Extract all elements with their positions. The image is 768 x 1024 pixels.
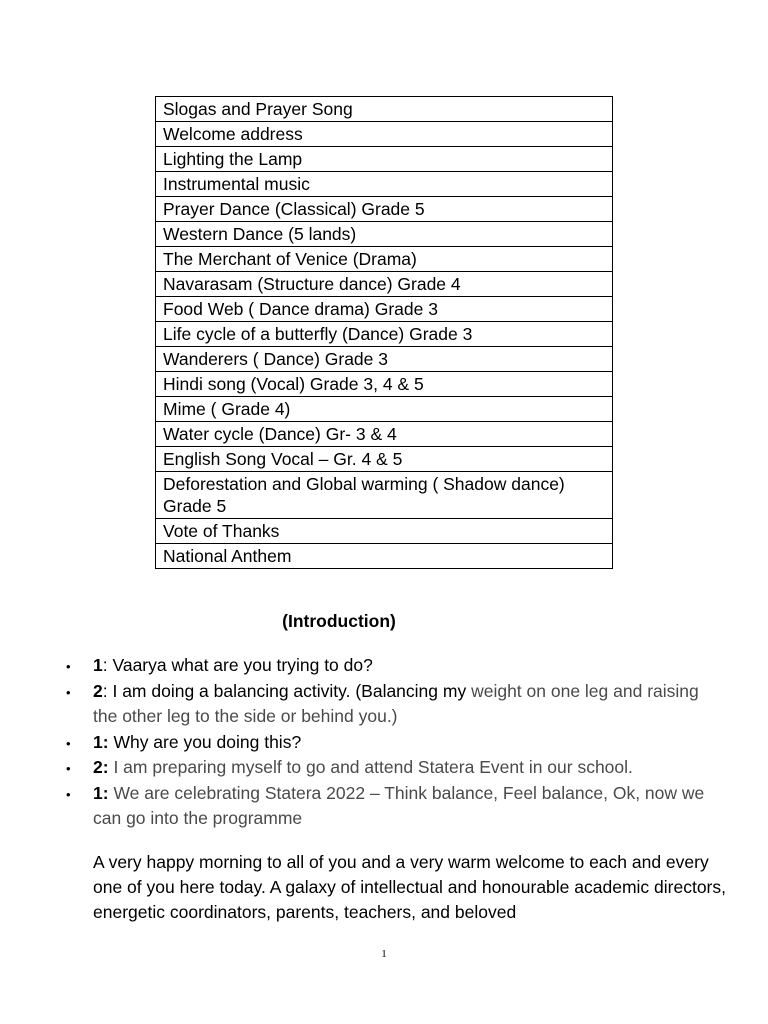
program-item: Hindi song (Vocal) Grade 3, 4 & 5	[156, 372, 613, 397]
program-row	[156, 247, 613, 272]
program-row	[156, 97, 613, 122]
program-item: Food Web ( Dance drama) Grade 3	[156, 297, 613, 322]
program-item: National Anthem	[156, 544, 613, 569]
program-row	[156, 472, 613, 519]
program-item: Vote of Thanks	[156, 519, 613, 544]
program-row	[156, 147, 613, 172]
program-item: Prayer Dance (Classical) Grade 5	[156, 197, 613, 222]
program-row	[156, 347, 613, 372]
page-number: 1	[381, 948, 387, 960]
program-row	[156, 172, 613, 197]
program-row	[156, 372, 613, 397]
program-item: Welcome address	[156, 122, 613, 147]
dialogue-text-grey: weight on one leg and raising the other leg to the side or behind you.)	[93, 680, 699, 726]
dialogue-line	[62, 730, 722, 756]
program-item: Life cycle of a butterfly (Dance) Grade 3	[156, 322, 613, 347]
program-row	[156, 544, 613, 569]
dialogue-text: I am doing a balancing activity. (Balancing my	[112, 680, 472, 701]
program-row	[156, 447, 613, 472]
program-item: Mime ( Grade 4)	[156, 397, 613, 422]
program-item: Slogas and Prayer Song	[156, 97, 613, 122]
program-row	[156, 197, 613, 222]
program-item: Instrumental music	[156, 172, 613, 197]
program-item: Western Dance (5 lands)	[156, 222, 613, 247]
program-row	[156, 122, 613, 147]
program-row	[156, 222, 613, 247]
introduction-heading: (Introduction)	[282, 611, 396, 631]
program-item: Water cycle (Dance) Gr- 3 & 4	[156, 422, 613, 447]
program-item: English Song Vocal – Gr. 4 & 5	[156, 447, 613, 472]
program-item: Lighting the Lamp	[156, 147, 613, 172]
speaker-label: 2	[93, 680, 103, 701]
program-row	[156, 322, 613, 347]
program-row	[156, 422, 613, 447]
program-item: Deforestation and Global warming ( Shadow dance) Grade 5	[156, 472, 613, 519]
dialogue-text-grey: We are celebrating Statera 2022 – Think balance, Feel balance, Ok, now we can go into the programme	[93, 782, 705, 828]
program-item: Wanderers ( Dance) Grade 3	[156, 347, 613, 372]
program-row	[156, 297, 613, 322]
dialogue-text: Why are you doing this?	[113, 731, 302, 752]
dialogue-line	[62, 781, 722, 832]
speaker-separator: :	[102, 655, 113, 675]
speaker-label: 1:	[93, 731, 109, 752]
program-row	[156, 519, 613, 544]
program-table	[155, 96, 613, 569]
dialogue-line	[62, 755, 722, 781]
program-row	[156, 397, 613, 422]
dialogue-line	[62, 653, 722, 679]
speaker-label: 2:	[93, 757, 109, 777]
speaker-label: 1	[93, 655, 103, 675]
dialogue-list	[62, 653, 722, 832]
dialogue-text-grey: I am preparing myself to go and attend Statera Event in our school.	[113, 757, 633, 777]
program-row	[156, 272, 613, 297]
program-item: The Merchant of Venice (Drama)	[156, 247, 613, 272]
speaker-label: 1:	[93, 782, 109, 803]
welcome-paragraph: A very happy morning to all of you and a very warm welcome to each and every one of you here today. A galaxy of intellectual and honourable academic directors, energetic coordinators, parents, teachers, and beloved	[93, 852, 726, 922]
program-item: Navarasam (Structure dance) Grade 4	[156, 272, 613, 297]
dialogue-text: Vaarya what are you trying to do?	[112, 655, 373, 675]
speaker-separator: :	[102, 680, 113, 701]
dialogue-line	[62, 679, 722, 730]
